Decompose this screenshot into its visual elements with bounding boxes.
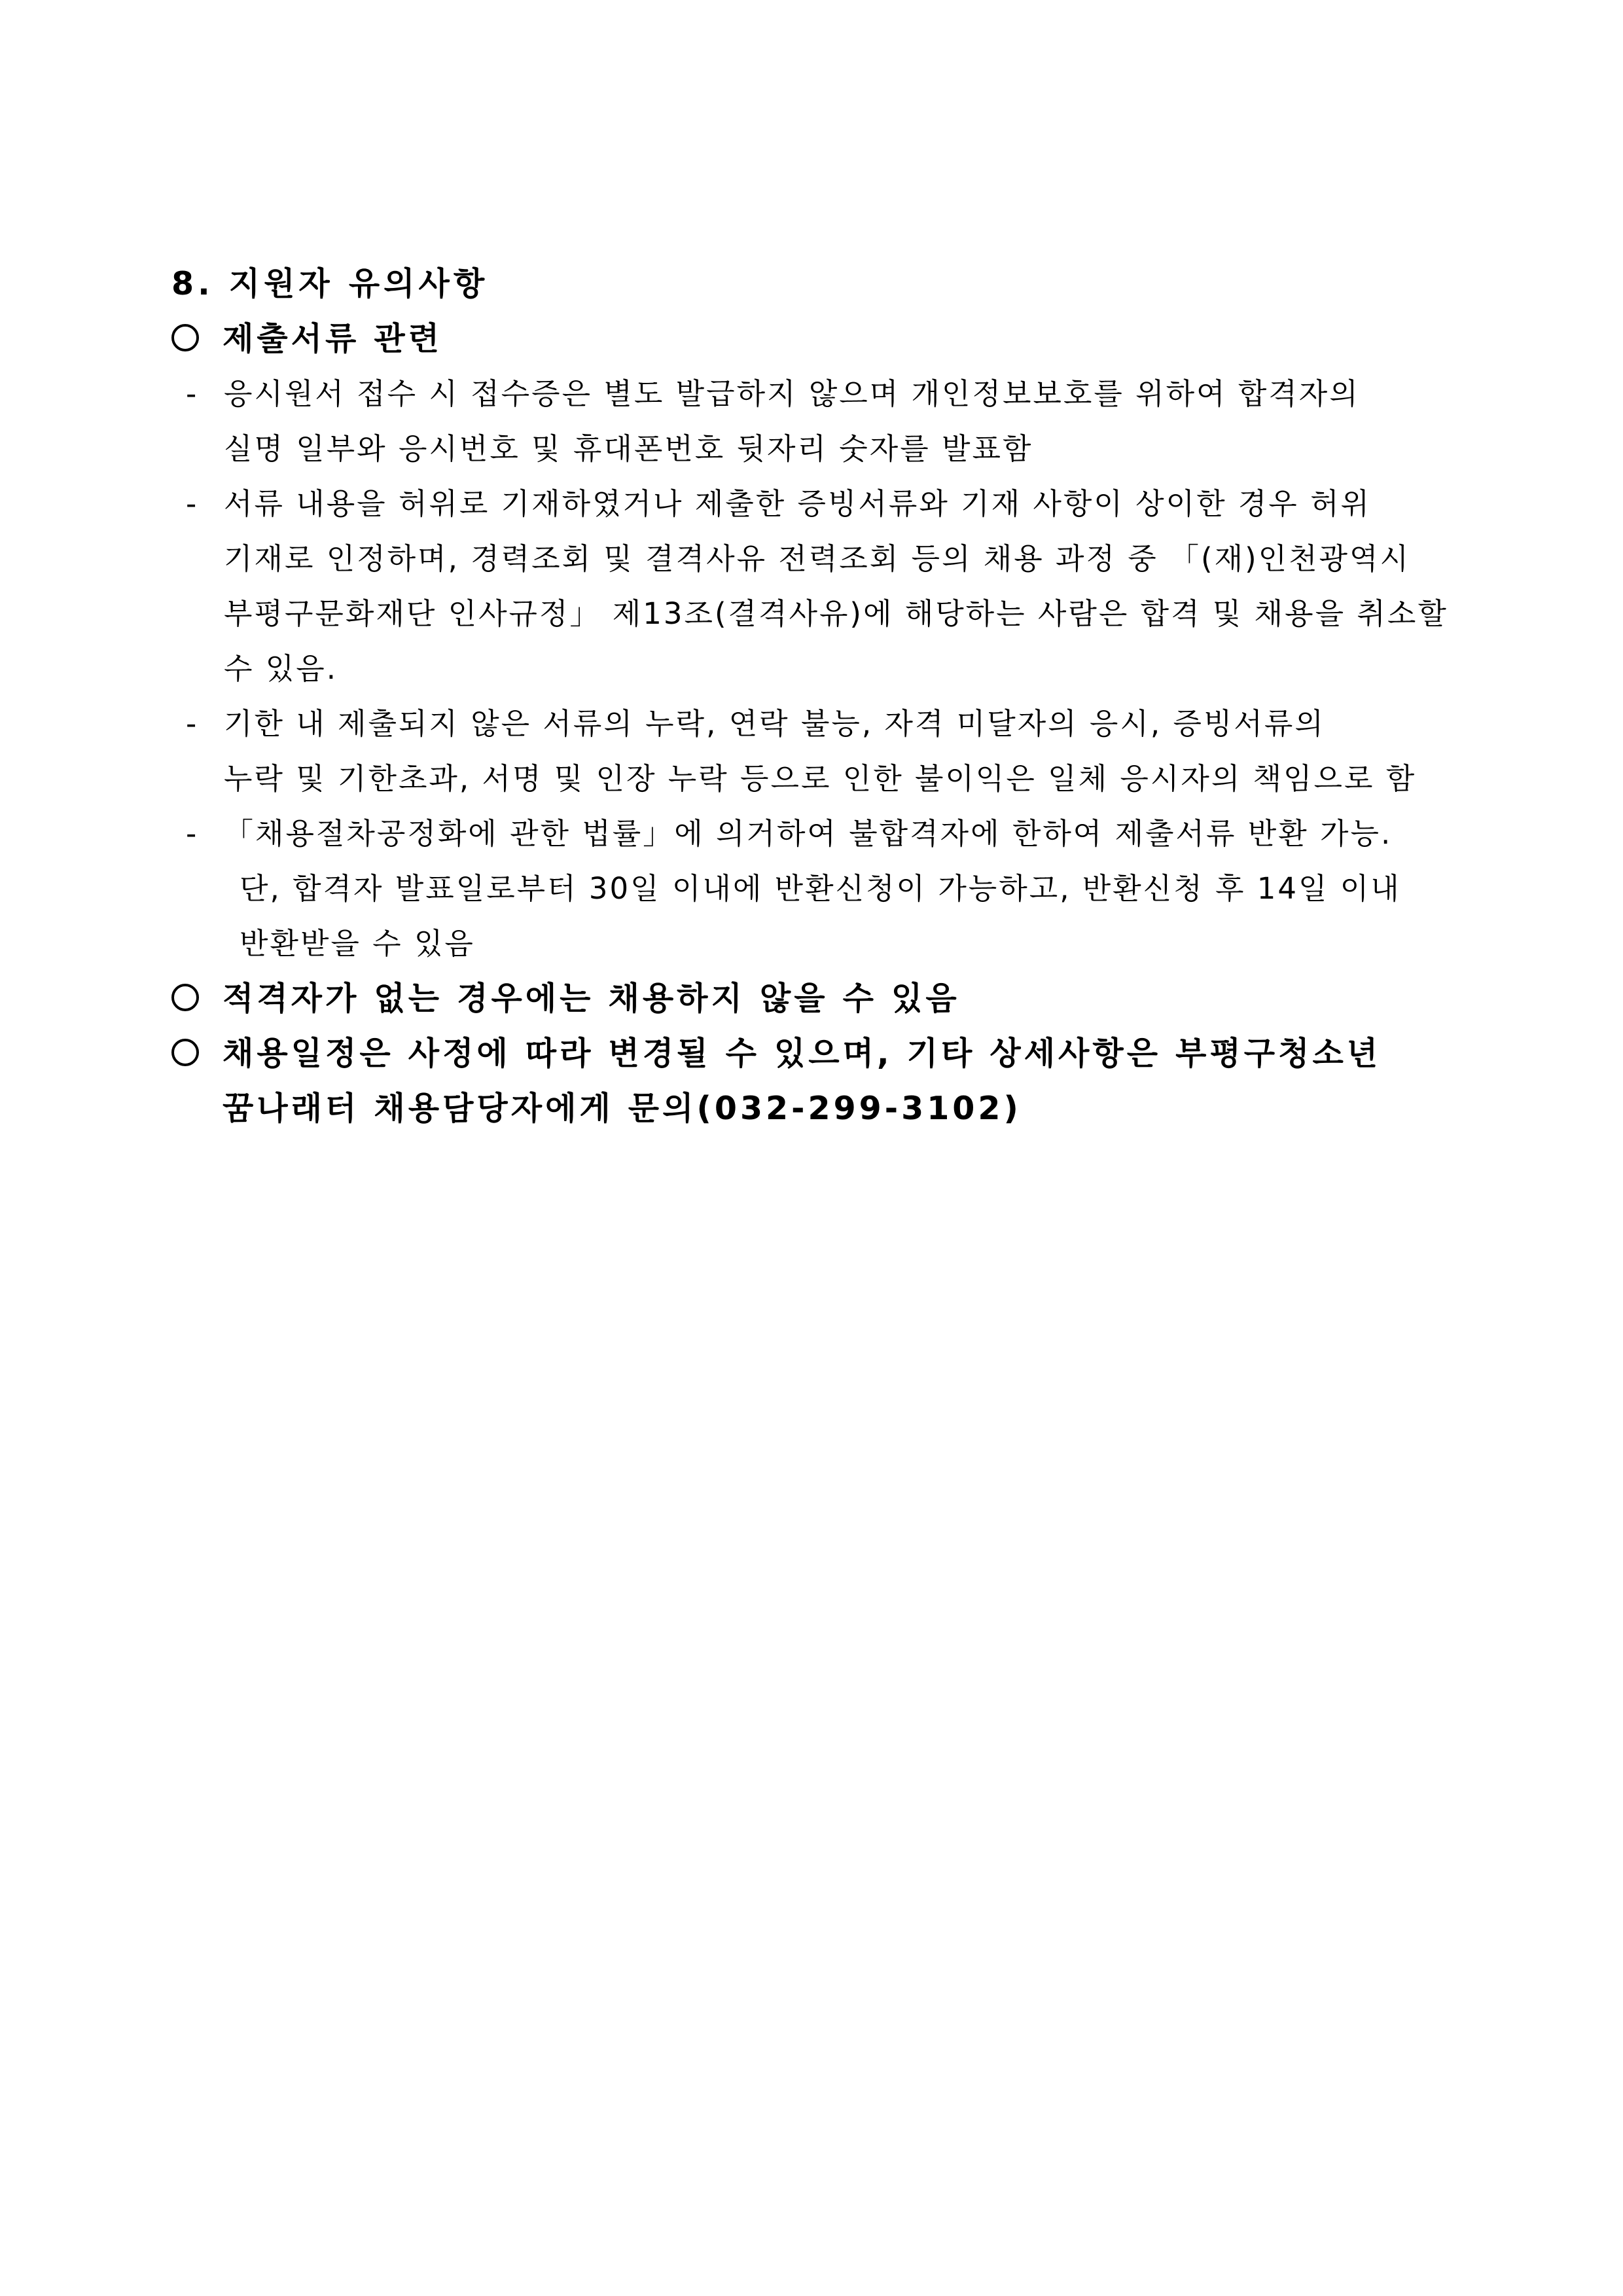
bullet-line: 「채용절차공정화에 관한 법률」에 의거하여 불합격자에 한하여 제출서류 반환 가능. <box>224 816 1393 851</box>
bullet-line: 기한 내 제출되지 않은 서류의 누락, 연락 불능, 자격 미달자의 응시, 증빙서류의 <box>224 706 1325 741</box>
bullet-line: 부평구문화재단 인사규정」 제13조(결격사유)에 해당하는 사람은 합격 및 채용을 취소할 <box>224 596 1448 631</box>
circle-bullet-icon <box>171 984 199 1011</box>
bullet-line: 기재로 인정하며, 경력조회 및 결격사유 전력조회 등의 채용 과정 중 「(재)인천광역시 <box>224 541 1410 576</box>
bullet-line: 응시원서 접수 시 접수증은 별도 발급하지 않으며 개인정보보호를 위하여 합격자의 <box>224 376 1360 411</box>
note-item-no-qualified <box>171 971 1462 1026</box>
list-item <box>171 476 1462 696</box>
list-item <box>171 367 1462 476</box>
list-item <box>171 696 1462 806</box>
bullet-line: 반환받을 수 있음 <box>240 926 475 961</box>
note-heading-line: 꿈나래터 채용담당자에게 문의(032-299-3102) <box>223 1090 1022 1127</box>
note-item-documents <box>171 312 1462 367</box>
circle-bullet-icon <box>171 324 199 351</box>
notice-content <box>171 257 1462 1136</box>
dash-bullet-icon: - <box>186 816 199 851</box>
dash-bullet-icon: - <box>186 376 199 411</box>
note-heading: 제출서류 관련 <box>223 320 443 357</box>
circle-bullet-icon <box>171 1039 199 1066</box>
section-title: 8. 지원자 유의사항 <box>171 265 489 302</box>
bullet-line: 실명 일부와 응시번호 및 휴대폰번호 뒷자리 숫자를 발표함 <box>224 431 1033 466</box>
list-item <box>171 806 1462 971</box>
bullet-line: 누락 및 기한초과, 서명 및 인장 누락 등으로 인한 불이익은 일체 응시자의 책임으로 함 <box>224 761 1417 796</box>
bullet-line: 서류 내용을 허위로 기재하였거나 제출한 증빙서류와 기재 사항이 상이한 경우 허위 <box>224 486 1372 521</box>
bullet-line: 단, 합격자 발표일로부터 30일 이내에 반환신청이 가능하고, 반환신청 후 14일 이내 <box>240 871 1401 906</box>
bullet-line: 수 있음. <box>224 651 338 686</box>
note-item-schedule <box>171 1026 1462 1136</box>
dash-bullet-icon: - <box>186 486 199 521</box>
documents-bullet-list <box>171 367 1462 971</box>
note-heading-line: 채용일정은 사정에 따라 변경될 수 있으며, 기타 상세사항은 부평구청소년 <box>223 1035 1382 1072</box>
note-heading: 적격자가 없는 경우에는 채용하지 않을 수 있음 <box>223 980 960 1017</box>
dash-bullet-icon: - <box>186 706 199 741</box>
